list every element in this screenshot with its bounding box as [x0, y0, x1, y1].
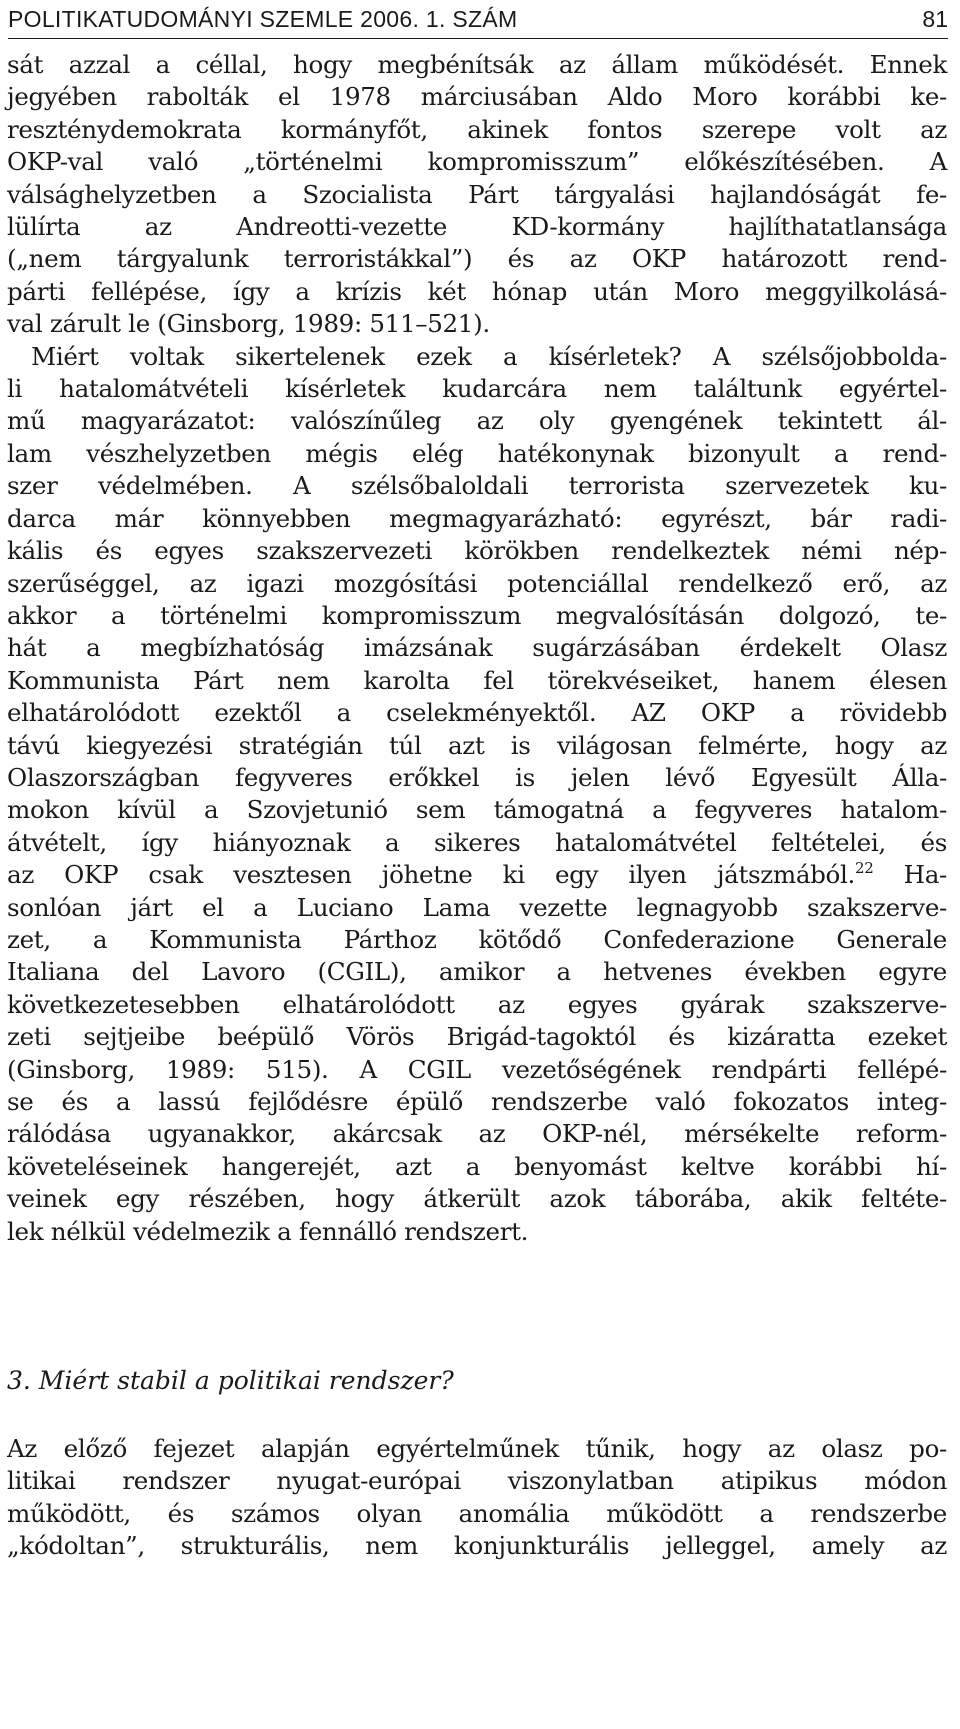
text-line: jegyében rabolták el 1978 márciusában Aldo Moro korábbi ke-	[7, 82, 947, 112]
text-line: párti fellépése, így a krízis két hónap után Moro meggyilkolásá-	[7, 276, 947, 306]
text-line: rálódása ugyanakkor, akárcsak az OKP-nél, mérsékelte reform-	[7, 1119, 947, 1149]
text-span: Ha-	[873, 860, 947, 890]
text-line: sonlóan járt el a Luciano Lama vezette legnagyobb szakszerve-	[7, 892, 947, 922]
text-line: lek nélkül védelmezik a fennálló rendszert.	[7, 1216, 529, 1246]
text-line: szerűséggel, az igazi mozgósítási potenciállal rendelkező erő, az	[7, 568, 947, 598]
text-line: lülírta az Andreotti-vezette KD-kormány hajlíthatatlansága	[7, 212, 947, 242]
page-number: 81	[922, 6, 948, 32]
text-line: se és a lassú fejlődésre épülő rendszerbe való fokozatos integ-	[7, 1087, 947, 1116]
text-line: veinek egy részében, hogy átkerült azok táborába, akik feltéte-	[7, 1184, 947, 1214]
text-line: elhatárolódott ezektől a cselekményektől. AZ OKP a rövidebb	[7, 698, 947, 728]
text-line: mű magyarázatot: valószínűleg az oly gyengének tekintett ál-	[7, 406, 947, 436]
text-line: li hatalomátvételi kísérletek kudarcára nem találtunk egyértel-	[7, 374, 947, 404]
text-line: litikai rendszer nyugat-európai viszonylatban atipikus módon	[7, 1466, 947, 1496]
text-line: („nem tárgyalunk terroristákkal”) és az OKP határozott rend-	[7, 244, 947, 274]
text-line: átvételt, így hiányoznak a sikeres hatalomátvétel feltételei, és	[7, 827, 947, 857]
text-span: az OKP csak vesztesen jöhetne ki egy ilyen játszmából.	[7, 860, 855, 890]
text-line: „kódoltan”, strukturális, nem konjunkturális jelleggel, amely az	[7, 1531, 947, 1561]
section-heading: 3. Miért stabil a politikai rendszer?	[7, 1366, 454, 1395]
text-line: hát a megbízhatóság imázsának sugárzásában érdekelt Olasz	[7, 633, 947, 663]
footnote-reference[interactable]: 22	[855, 859, 874, 878]
text-line: Olaszországban fegyveres erőkkel is jelen lévő Egyesült Álla-	[7, 762, 947, 792]
text-line: következetesebben elhatárolódott az egyes gyárak szakszerve-	[7, 989, 947, 1019]
body-text-block	[7, 1433, 947, 1563]
text-line: mokon kívül a Szovjetunió sem támogatná a fegyveres hatalom-	[7, 795, 947, 825]
text-line	[7, 859, 947, 891]
text-line: követeléseinek hangerejét, azt a benyomást keltve korábbi hí-	[7, 1151, 947, 1181]
text-line: darca már könnyebben megmagyarázható: egyrészt, bár radi-	[7, 503, 947, 533]
text-line: zeti sejtjeibe beépülő Vörös Brigád-tagoktól és kizáratta ezeket	[7, 1022, 947, 1052]
body-text-block	[7, 49, 947, 1248]
text-line: Italiana del Lavoro (CGIL), amikor a hetvenes években egyre	[7, 957, 947, 987]
text-line: zet, a Kommunista Párthoz kötődő Confederazione Generale	[7, 924, 947, 954]
journal-title: POLITIKATUDOMÁNYI SZEMLE 2006. 1. SZÁM	[8, 6, 518, 32]
text-line: reszténydemokrata kormányfőt, akinek fontos szerepe volt az	[7, 114, 947, 144]
text-line: Kommunista Párt nem karolta fel törekvéseiket, hanem élesen	[7, 665, 947, 695]
running-header	[8, 4, 948, 39]
text-line: működött, és számos olyan anomália működött a rendszerbe	[7, 1498, 947, 1528]
text-line: Az előző fejezet alapján egyértelműnek tűnik, hogy az olasz po-	[7, 1434, 947, 1463]
text-line: (Ginsborg, 1989: 515). A CGIL vezetőségének rendpárti fellépé-	[7, 1054, 947, 1084]
text-line: lam vészhelyzetben mégis elég hatékonynak bizonyult a rend-	[7, 438, 947, 468]
text-line: válsághelyzetben a Szocialista Párt tárgyalási hajlandóságát fe-	[7, 179, 947, 209]
text-line: sát azzal a céllal, hogy megbénítsák az állam működését. Ennek	[7, 50, 947, 79]
text-line: OKP-val való „történelmi kompromisszum” előkészítésében. A	[7, 147, 947, 177]
text-line: szer védelmében. A szélsőbaloldali terrorista szervezetek ku-	[7, 471, 947, 501]
text-line: távú kiegyezési stratégián túl azt is világosan felmérte, hogy az	[7, 730, 947, 760]
text-line: akkor a történelmi kompromisszum megvalósításán dolgozó, te-	[7, 600, 947, 630]
text-line: kális és egyes szakszervezeti körökben rendelkeztek némi nép-	[7, 536, 947, 566]
text-line: Miért voltak sikertelenek ezek a kísérletek? A szélsőjobbolda-	[31, 341, 947, 371]
text-line: val zárult le (Ginsborg, 1989: 511–521).	[7, 309, 490, 339]
